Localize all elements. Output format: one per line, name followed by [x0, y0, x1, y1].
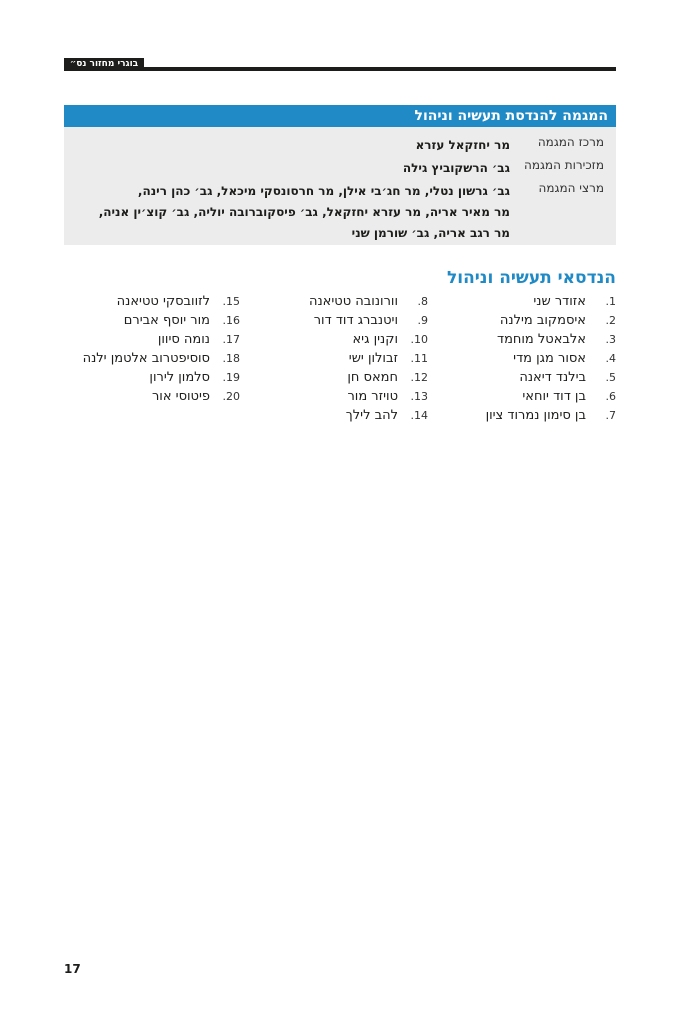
- list-item: [436, 330, 616, 349]
- item-name: להב לילך: [345, 408, 398, 423]
- item-number: 12.: [410, 371, 428, 384]
- item-name: אזודר שני: [533, 294, 586, 309]
- list-item: [64, 292, 240, 311]
- names-column-3: [64, 292, 240, 406]
- committee-title: המגמה להנדסת תעשיה וניהול: [64, 105, 616, 127]
- names-column-1: [436, 292, 616, 425]
- lecturers-label: מרצי המגמה: [538, 181, 604, 195]
- item-name: בן סימון נמרוד ציון: [485, 408, 586, 423]
- item-number: 10.: [410, 333, 428, 346]
- item-number: 4.: [605, 352, 616, 365]
- item-name: זבולון ישי: [348, 351, 398, 366]
- item-name: פיטוסי אור: [151, 389, 210, 404]
- item-name: אלבאטל מוחמד: [496, 332, 586, 347]
- coordinator-label: מרכז המגמה: [537, 135, 604, 149]
- page-number: 17: [64, 962, 81, 976]
- committee-box: [64, 105, 616, 245]
- item-number: 13.: [410, 390, 428, 403]
- list-item: [248, 406, 428, 425]
- list-item: [64, 330, 240, 349]
- list-item: [64, 311, 240, 330]
- header-tag: בוגרי מחזור נס״: [64, 58, 144, 71]
- lecturers-value: [70, 181, 510, 244]
- list-item: [436, 387, 616, 406]
- lecturers-line: מר רגב אריה, גב׳ שורמן שני: [351, 226, 510, 240]
- item-name: סלמון לירון: [149, 370, 210, 385]
- item-name: סוסיפטרוב אלטמן ילנה: [82, 351, 210, 366]
- list-item: [248, 349, 428, 368]
- list-item: [64, 368, 240, 387]
- item-number: 7.: [605, 409, 616, 422]
- item-number: 2.: [605, 314, 616, 327]
- list-item: [248, 368, 428, 387]
- list-item: [436, 406, 616, 425]
- item-name: לזוובסקי טטיאנה: [116, 294, 210, 309]
- item-number: 8.: [417, 295, 428, 308]
- list-item: [436, 292, 616, 311]
- list-item: [436, 349, 616, 368]
- item-number: 16.: [222, 314, 240, 327]
- secretary-label: מזכירות המגמה: [523, 158, 604, 172]
- header-rule: [64, 67, 616, 71]
- item-name: טויזר מור: [347, 389, 398, 404]
- coordinator-value: מר יחזקאל עזרא: [415, 138, 510, 152]
- item-name: וורונובה טטיאנה: [308, 294, 398, 309]
- item-number: 9.: [417, 314, 428, 327]
- item-number: 15.: [222, 295, 240, 308]
- item-name: בן דוד יוחאי: [522, 389, 586, 404]
- list-item: [248, 387, 428, 406]
- lecturers-line: מר מאיר אריה, מר עזרא יחזקאל, גב׳ פיסקוברובה יוליה, גב׳ קוצ׳ין אניה,: [98, 205, 510, 219]
- item-name: נומה סיוון: [157, 332, 210, 347]
- list-item: [248, 292, 428, 311]
- item-number: 20.: [222, 390, 240, 403]
- item-name: בילנד דיאנה: [519, 370, 586, 385]
- list-item: [436, 368, 616, 387]
- secretary-value: גב׳ הרשקוביץ גילה: [402, 161, 510, 175]
- item-number: 17.: [222, 333, 240, 346]
- list-item: [64, 349, 240, 368]
- list-item: [248, 311, 428, 330]
- item-name: אסור מגן מדי: [513, 351, 586, 366]
- item-number: 1.: [605, 295, 616, 308]
- section-heading: הנדסאי תעשיה וניהול: [446, 268, 616, 288]
- item-number: 3.: [605, 333, 616, 346]
- item-name: ויטנברג דוד דור: [313, 313, 398, 328]
- item-name: מור יוסף אבירם: [123, 313, 210, 328]
- item-name: וקנין גיא: [352, 332, 398, 347]
- item-number: 18.: [222, 352, 240, 365]
- names-column-2: [248, 292, 428, 425]
- item-number: 5.: [605, 371, 616, 384]
- list-item: [248, 330, 428, 349]
- item-number: 6.: [605, 390, 616, 403]
- item-number: 14.: [410, 409, 428, 422]
- item-name: חמאס חן: [347, 370, 398, 385]
- item-number: 19.: [222, 371, 240, 384]
- item-number: 11.: [410, 352, 428, 365]
- item-name: איסמקוב מילנה: [499, 313, 586, 328]
- list-item: [436, 311, 616, 330]
- lecturers-line: גב׳ גרשון נטלי, מר חג׳בי אילן, מר חרסונסקי מיכאל, גב׳ כהן רינה,: [137, 184, 510, 198]
- list-item: [64, 387, 240, 406]
